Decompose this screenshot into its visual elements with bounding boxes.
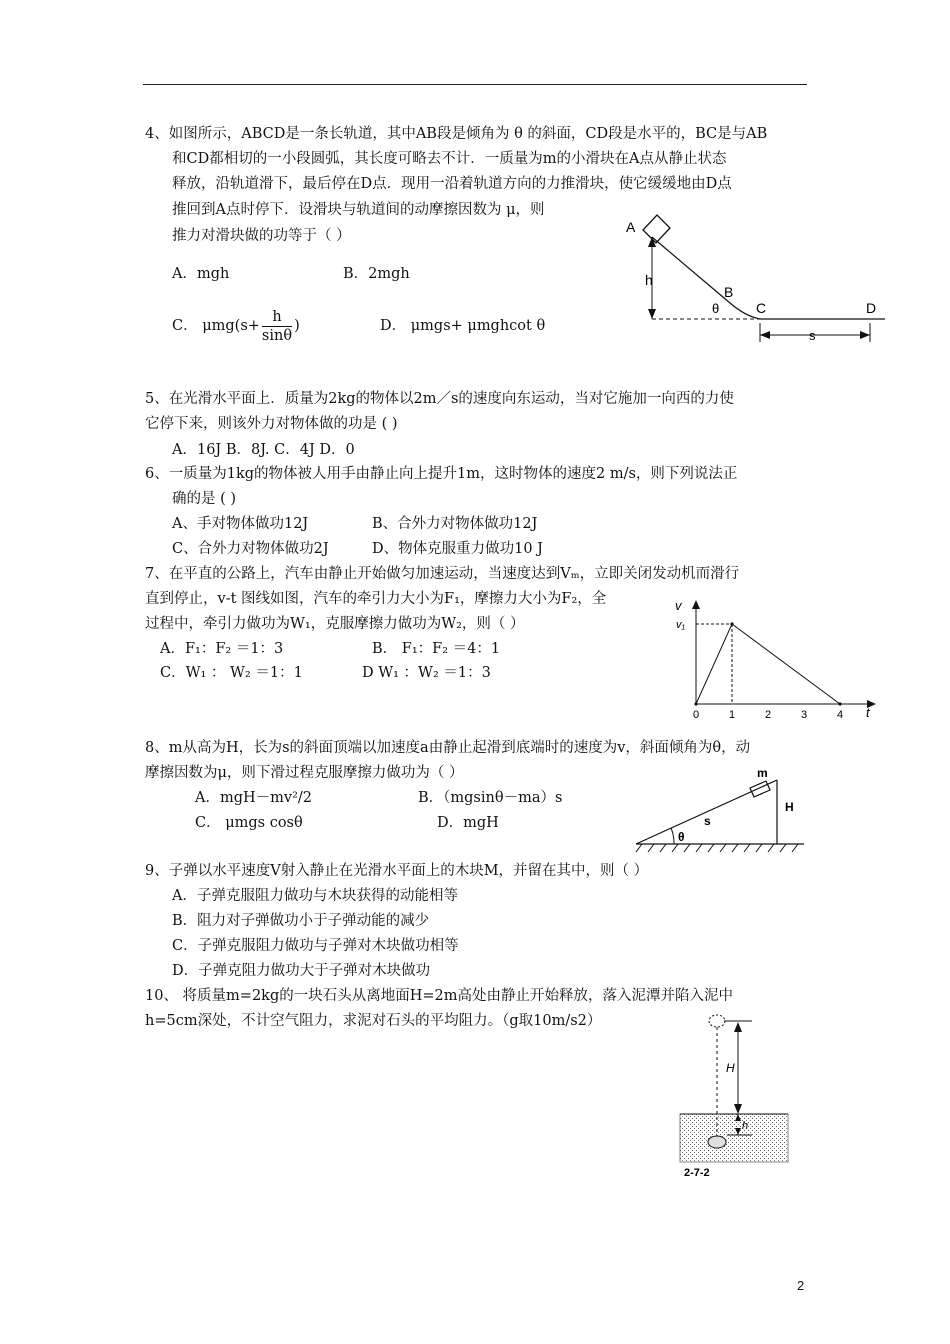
q8-line-1: 8、m从高为H，长为s的斜面顶端以加速度a由静止起滑到底端时的速度为v，斜面倾角为θ，动 [145,740,751,756]
q4-option-c-denominator: sinθ [261,327,293,344]
q4-line-2: 和CD都相切的一小段圆弧，其长度可略去不计．一质量为m的小滑块在A点从静止状态 [172,151,727,167]
q7-data-point [694,702,697,705]
q7-x-label: t [866,705,870,720]
q8-option-d: D．mgH [437,815,499,831]
q5-options: A．16J B．8J. C．4J D．0 [172,442,355,458]
q8-incline-surface [636,780,777,844]
q10-figure-caption: 2-7-2 [684,1167,710,1179]
q10-line-2: h=5cm深处，不计空气阻力，求泥对石头的平均阻力。（g取10m/s2） [145,1013,602,1029]
q6-option-b: B、合外力对物体做功12J [372,516,538,532]
q4-label-d: D [866,300,877,316]
q8-block [750,781,770,797]
q6-line-2: 确的是 ( ) [172,491,237,507]
q6-line-1: 6、一质量为1kg的物体被人用手由静止向上提升1m，这时物体的速度2 m/s，则下列说法正 [145,466,738,482]
q4-line-5: 推力对滑块做的功等于（ ） [172,228,351,244]
q10-h-big-arrow-down [734,1104,742,1114]
q8-label-m: m [757,766,768,780]
q7-data-point [838,702,841,705]
q5-line-1: 5、在光滑水平面上．质量为2kg的物体以2m／s的速度向东运动，当对它施加一向西的力使 [145,391,734,407]
q4-option-b: B．2mgh [343,266,410,282]
q4-option-a: A．mgh [172,266,230,282]
q7-line-3: 过程中，牵引力做功为W₁，克服摩擦力做功为W₂，则（ ） [145,616,525,632]
q5-line-2: 它停下来，则该外力对物体做的功是 ( ) [145,416,398,432]
q4-label-s: s [809,328,816,343]
q4-label-b: B [724,284,734,300]
q10-line-1: 10、 将质量m=2kg的一块石头从离地面H=2m高处由静止开始释放，落入泥潭并陷入泥中 [145,988,734,1004]
q4-option-c-prefix: C． μmg(s+ [172,318,260,334]
q8-label-s: s [704,814,711,828]
q7-vt-series-line [696,624,840,704]
q10-label-small-h: h [742,1120,749,1132]
q4-height-arrow-down [648,309,656,319]
page-number: 2 [797,1278,805,1293]
q4-label-c: C [756,300,767,316]
q9-option-a: A．子弹克服阻力做功与木块获得的动能相等 [172,888,458,904]
q4-option-c-suffix: ) [294,318,300,334]
q7-option-d: D W₁ ：W₂ ＝1：3 [362,665,491,681]
q8-incline-figure [628,764,808,859]
q4-figure [620,205,890,345]
q4-slider-block [643,215,670,243]
q9-option-b: B．阻力对子弹做功小于子弹动能的减少 [172,913,430,929]
q10-h-big-arrow-up [734,1022,742,1032]
q10-stone-in-mud [708,1136,726,1148]
q9-option-d: D．子弹克阻力做功大于子弹对木块做功 [172,963,431,979]
q8-ground-hatching [636,844,798,852]
q10-label-big-h: H [726,1061,735,1075]
q6-option-d: D、物体克服重力做功10 J [372,541,543,557]
q7-y-tick-label: v₁ [676,619,685,631]
q8-line-2: 摩擦因数为μ，则下滑过程克服摩擦力做功为（ ） [145,765,464,781]
q4-track-incline [652,237,760,319]
header-rule [143,84,807,85]
q7-y-label: v [675,598,682,613]
q9-stem: 9、子弹以水平速度V射入静止在光滑水平面上的木块M，并留在其中，则（ ） [145,863,649,879]
q4-s-arrow-right [860,331,870,339]
q7-data-point [730,622,733,625]
q6-option-a: A、手对物体做功12J [172,516,309,532]
q4-s-arrow-left [760,331,770,339]
q4-line-1: 4、如图所示，ABCD是一条长轨道，其中AB段是倾角为 θ 的斜面，CD段是水平的，BC是与AB [145,126,768,142]
q7-line-2: 直到停止，v-t 图线如图，汽车的牵引力大小为F₁，摩擦力大小为F₂，全 [145,591,607,607]
q6-option-c: C、合外力对物体做功2J [172,541,329,557]
q8-option-a: A．mgH－mv²/2 [195,790,313,806]
q7-x-tick-label: 2 [765,709,772,721]
q10-mud [680,1114,788,1162]
q8-angle-arc [671,828,674,844]
q4-line-4: 推回到A点时停下．设滑块与轨道间的动摩擦因数为 μ，则 [172,202,545,218]
q4-line-3: 释放，沿轨道滑下，最后停在D点．现用一沿着轨道方向的力推滑块，使它缓缓地由D点 [172,176,732,192]
q7-line-1: 7、在平直的公路上，汽车由静止开始做匀加速运动，当速度达到Vₘ，立即关闭发动机而滑行 [145,566,740,582]
q7-option-a: A．F₁：F₂ ＝1：3 [160,641,284,657]
q8-label-theta: θ [678,830,685,844]
q10-start-stone [709,1015,725,1027]
q4-label-a: A [626,219,636,235]
q4-option-d: D． μmgs+ μmghcot θ [380,318,546,334]
q7-x-tick-label: 1 [729,709,736,721]
q7-y-axis-arrow [692,600,700,609]
q8-option-c: C． μmgs cosθ [195,815,303,831]
q4-option-c-numerator: h [262,308,292,327]
q8-option-b: B．（mgsinθ－ma）s [418,790,563,806]
q7-x-tick-label: 0 [693,709,700,721]
q10-figure [672,1010,802,1180]
q7-option-c: C．W₁ ： W₂ ＝1：1 [160,665,303,681]
q4-option-c-fraction [262,308,292,345]
q8-label-h: H [785,800,794,814]
q7-x-tick-label: 4 [837,709,844,721]
q4-label-theta: θ [712,301,720,316]
q9-option-c: C．子弹克服阻力做功与子弹对木块做功相等 [172,938,459,954]
q4-label-h: h [645,272,653,288]
q7-x-tick-label: 3 [801,709,808,721]
q7-vt-chart [672,592,882,722]
q4-option-c [172,306,300,346]
q7-option-b: B． F₁：F₂ ＝4：1 [372,641,501,657]
